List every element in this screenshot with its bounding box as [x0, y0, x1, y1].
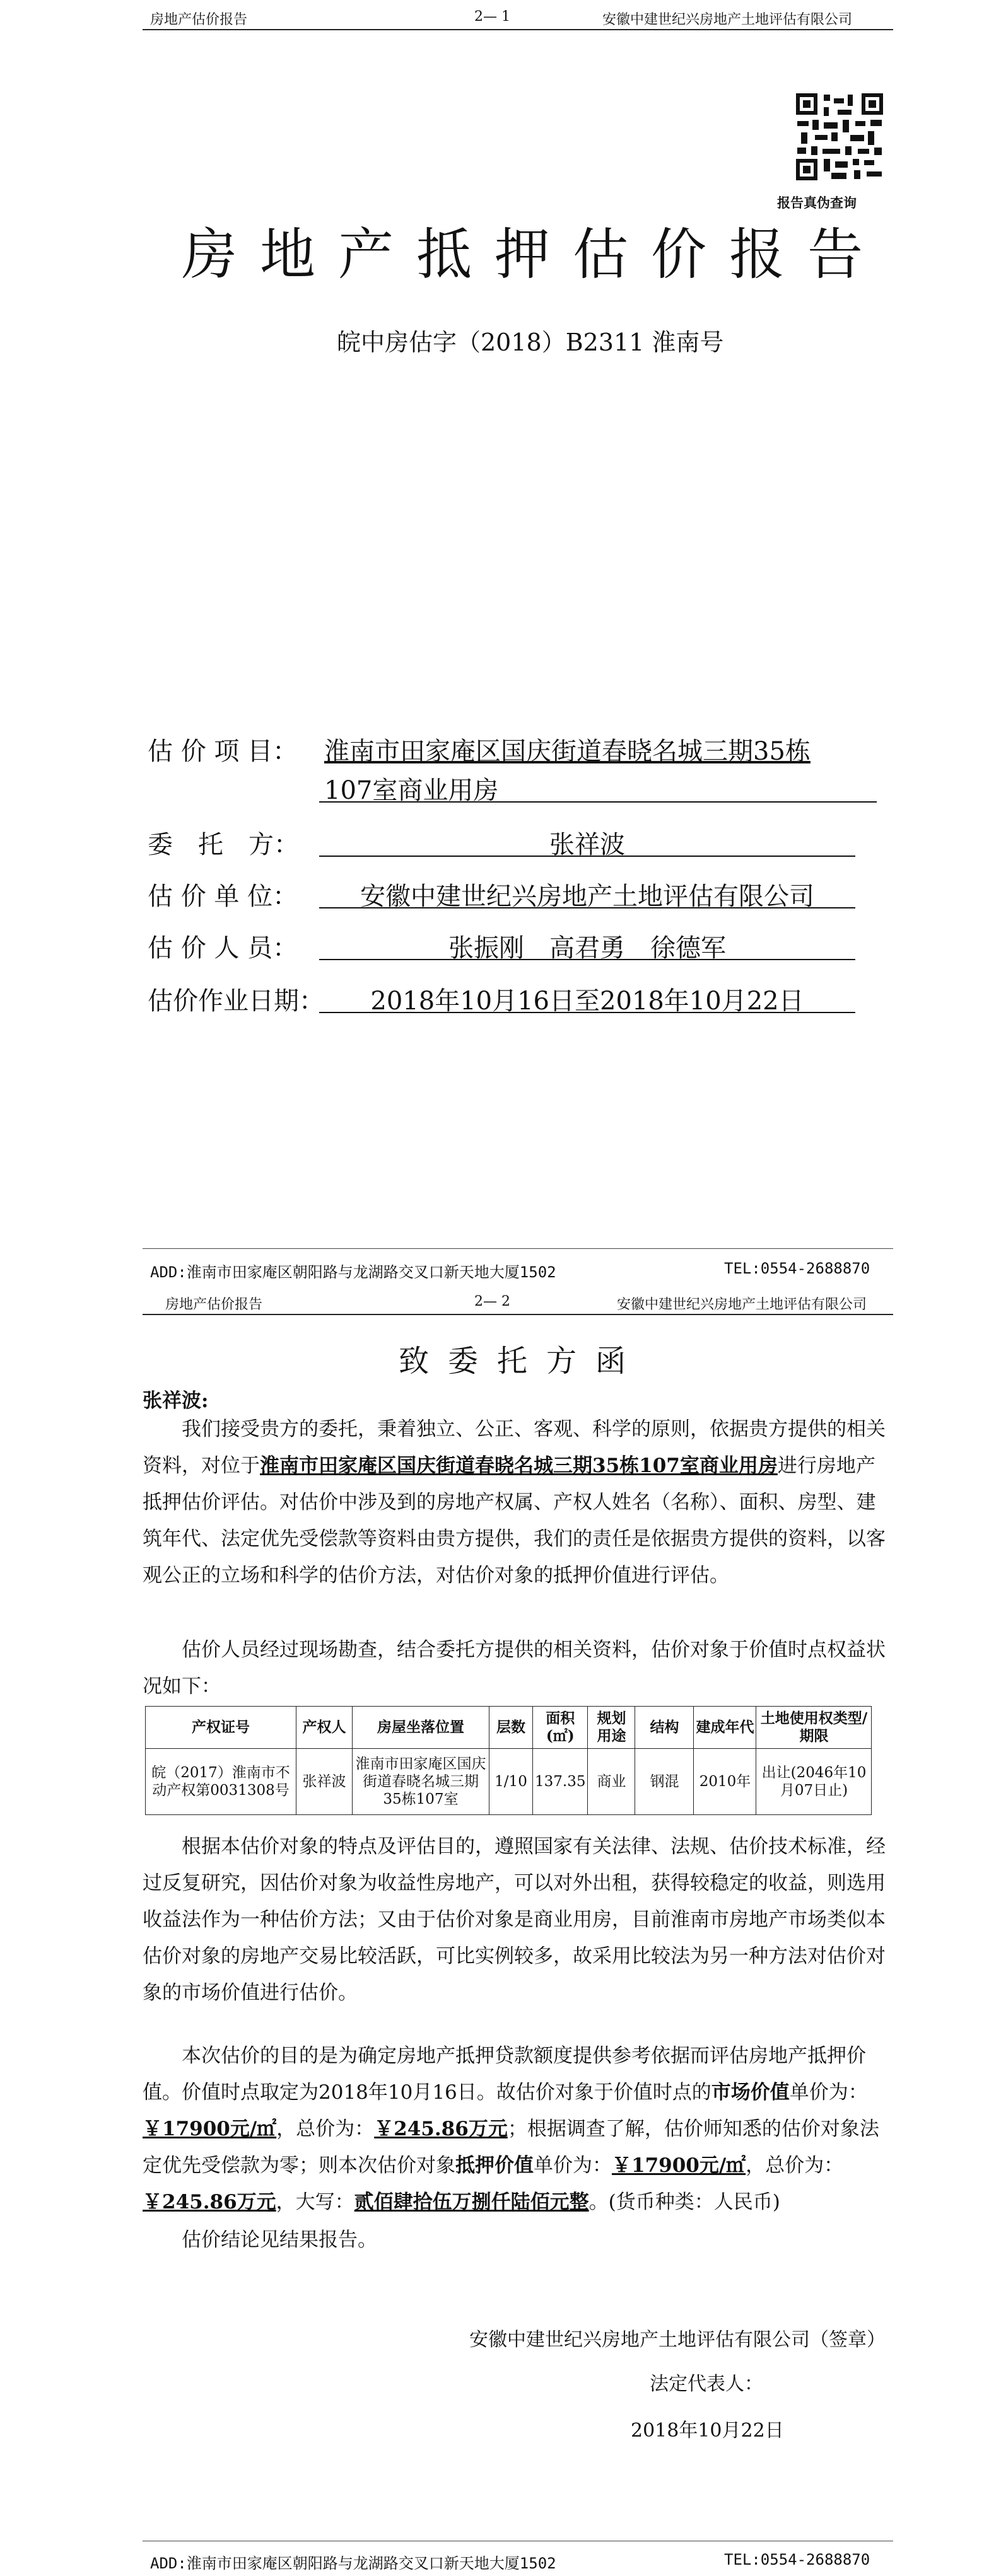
mortgage-unit-price: ￥17900元/㎡	[612, 2154, 746, 2177]
qr-code-icon[interactable]	[796, 93, 883, 180]
letter-paragraph-1: 我们接受贵方的委托，秉着独立、公正、客观、科学的原则，依据贵方提供的相关资料，对位于淮南市田家庵区国庆街道春晓名城三期35栋107室商业用房进行房地产抵押估价评估。对估价中涉及到的房地产权属、产权人姓名（名称）、面积、房型、建筑年代、法定优先受偿款等资料由贵方提供，我们的责任是依据贵方提供的资料，以客观公正的立场和科学的估价方法，对估价对象的抵押价值进行评估。	[143, 1418, 886, 1587]
table-cell-built-year: 2010年	[694, 1749, 756, 1815]
table-header-structure: 结构	[635, 1707, 694, 1749]
table-cell-floors: 1/10	[489, 1749, 533, 1815]
mortgage-value-label: 抵押价值	[455, 2154, 534, 2177]
table-cell-location: 淮南市田家庵区国庆街道春晓名城三期35栋107室	[353, 1749, 489, 1815]
letter-paragraph-5: 估价结论见结果报告。	[182, 2229, 377, 2251]
signature-date: 2018年10月22日	[631, 2420, 784, 2442]
property-table-wrapper	[145, 1706, 872, 1815]
field-client-label: 委 托 方：	[148, 830, 299, 859]
mortgage-total-price: ￥245.86万元	[143, 2191, 276, 2213]
property-address: 淮南市田家庵区国庆街道春晓名城三期35栋107室商业用房	[260, 1454, 778, 1477]
field-project-value-line2: 107室商业用房	[324, 776, 499, 805]
field-appraiser-org-label: 估 价 单 位：	[148, 882, 298, 911]
table-header-area: 面积(㎡)	[533, 1707, 588, 1749]
table-cell-land-right: 出让(2046年10月07日止)	[756, 1749, 872, 1815]
table-cell-owner: 张祥波	[296, 1749, 353, 1815]
field-appraisers-value: 张振刚 高君勇 徐德军	[448, 934, 726, 963]
page2-header-rule	[143, 1314, 893, 1315]
table-cell-area: 137.35	[533, 1749, 588, 1815]
table-header-owner: 产权人	[296, 1707, 353, 1749]
field-appraisers-label: 估 价 人 员：	[148, 934, 298, 963]
table-header-usage: 规划用途	[588, 1707, 635, 1749]
market-total-price: ￥245.86万元	[374, 2118, 508, 2140]
letter-paragraph-3: 根据本估价对象的特点及评估目的，遵照国家有关法律、法规、估价技术标准，经过反复研究，因估价对象为收益性房地产，可以对外出租，获得较稳定的收益，则选用收益法作为一种估价方法；又由于估价对象是商业用房，目前淮南市房地产市场类似本估价对象的房地产交易比较活跃，可比实例较多，故采用比较法为另一种方法对估价对象的市场价值进行估价。	[143, 1835, 886, 2004]
field-appraiser-org-underline	[319, 907, 855, 908]
signature-legal-representative: 法定代表人：	[650, 2373, 763, 2395]
page2-header-right: 安徽中建世纪兴房地产土地评估有限公司	[617, 1297, 867, 1313]
field-appraiser-org-value: 安徽中建世纪兴房地产土地评估有限公司	[360, 882, 814, 911]
field-work-date-label: 估价作业日期：	[148, 987, 324, 1016]
page2-footer-address: ADD:淮南市田家庵区朝阳路与龙湖路交叉口新天地大厦1502	[150, 2555, 556, 2572]
table-header-built-year: 建成年代	[694, 1707, 756, 1749]
page2-header-left: 房地产估价报告	[165, 1297, 263, 1313]
property-table	[145, 1706, 872, 1815]
table-header-land-right: 土地使用权类型/期限	[756, 1707, 872, 1749]
page1-footer-rule	[143, 1248, 893, 1249]
letter-paragraph-2: 估价人员经过现场勘查，结合委托方提供的相关资料，估价对象于价值时点权益状况如下：	[143, 1639, 886, 1698]
mortgage-total-in-words: 贰佰肆拾伍万捌仟陆佰元整	[354, 2191, 589, 2213]
page1-footer-phone: TEL:0554-2688870	[724, 1260, 870, 1277]
report-document-number: 皖中房估字（2018）B2311 淮南号	[337, 328, 724, 356]
page2-header-page-number: 2— 2	[474, 1294, 510, 1309]
field-project-value: 淮南市田家庵区国庆街道春晓名城三期35栋	[324, 737, 811, 766]
market-value-label: 市场价值	[711, 2081, 790, 2104]
field-appraisers-underline	[319, 959, 855, 960]
property-table-header-row	[146, 1707, 872, 1749]
table-header-cert: 产权证号	[146, 1707, 296, 1749]
signature-company: 安徽中建世纪兴房地产土地评估有限公司（签章）	[469, 2329, 886, 2351]
letter-title: 致委托方函	[399, 1343, 645, 1379]
field-work-date-underline	[319, 1012, 855, 1013]
field-project-underline	[319, 801, 877, 803]
field-work-date-value: 2018年10月16日至2018年10月22日	[370, 987, 804, 1016]
letter-paragraph-4: 本次估价的目的是为确定房地产抵押贷款额度提供参考依据而评估房地产抵押价值。价值时点取定为2018年10月16日。故估价对象于价值时点的市场价值单价为：￥17900元/㎡，总价为：￥245.86万元；根据调查了解，估价师知悉的估价对象法定优先受偿款为零；则本次估价对象抵押价值单价为：￥17900元/㎡，总价为：￥245.86万元，大写：贰佰肆拾伍万捌仟陆佰元整。(货币种类：人民币)	[143, 2045, 879, 2213]
field-client-value: 张祥波	[549, 830, 625, 859]
table-cell-usage: 商业	[588, 1749, 635, 1815]
qr-caption: 报告真伪查询	[777, 195, 857, 211]
table-cell-structure: 钢混	[635, 1749, 694, 1815]
page1-footer-address: ADD:淮南市田家庵区朝阳路与龙湖路交叉口新天地大厦1502	[150, 1263, 556, 1281]
page2-footer-phone: TEL:0554-2688870	[724, 2551, 870, 2568]
market-unit-price: ￥17900元/㎡	[143, 2118, 277, 2140]
page1-header-page-number: 2— 1	[474, 9, 510, 25]
report-title: 房地产抵押估价报告	[182, 222, 886, 287]
table-row	[146, 1749, 872, 1815]
page1-header-left: 房地产估价报告	[150, 12, 248, 28]
table-cell-cert: 皖（2017）淮南市不动产权第0031308号	[146, 1749, 296, 1815]
table-header-floors: 层数	[489, 1707, 533, 1749]
field-client-underline	[319, 856, 855, 857]
field-project-label: 估 价 项 目：	[148, 737, 298, 766]
page1-header-right: 安徽中建世纪兴房地产土地评估有限公司	[602, 12, 853, 28]
table-header-location: 房屋坐落位置	[353, 1707, 489, 1749]
page1-header-rule	[143, 29, 893, 30]
letter-salutation: 张祥波:	[143, 1390, 209, 1412]
